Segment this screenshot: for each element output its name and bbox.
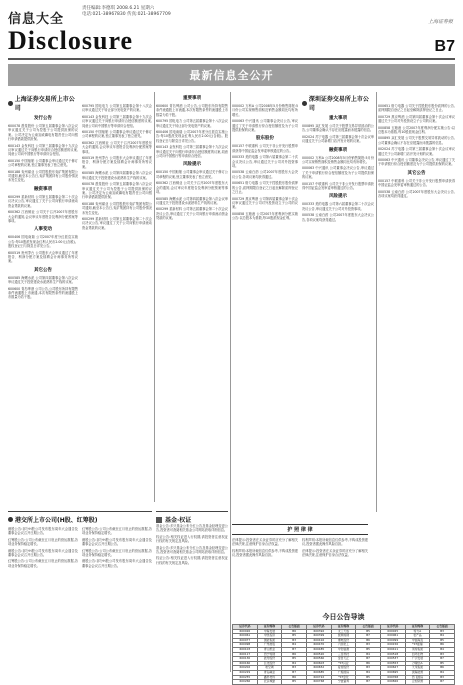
table-cell: 金自天正 — [331, 657, 356, 662]
table-cell: 600652 — [306, 666, 331, 671]
notice-text: 000063 中兴通讯 公司董事会决议公告,审议通过了关于申请银行综合授信额度及为子公司提供担保的议案。 — [302, 166, 374, 180]
table-cell: B7 — [430, 680, 455, 685]
table-cell: B6 — [282, 652, 307, 657]
table-cell: 000061 — [380, 634, 405, 639]
table-cell: 600416 — [306, 638, 331, 643]
notice-text: 002024 苏宁电器 公司第三届董事会第十次会议审议通过关于公司新增门店开发计划的议案。 — [378, 147, 455, 156]
notice-text: 600795 国电电力 公司第五届董事会第十八次会议审议通过关于转让部分发电资产的议案。 — [156, 119, 228, 128]
notice-text: 600519 贵州茅台 公司股东大会审议通过了年度报告、利润分配方案及续聘会计师事务所等议案。 — [82, 156, 152, 169]
table-cell: *ST嘉瑞 — [405, 643, 430, 648]
notice-text: 000002 万科A 公司2008年5月份销售简报:5月份公司实现销售面积及销售金额同比均有所增长。 — [232, 104, 298, 117]
notice-text: 600600 青岛啤酒 公司公告,公司股东所持有限售条件流通股上市流通,本次有限售条件的流通股上市数量为若干股。 — [156, 104, 228, 117]
table-cell: B3 — [282, 638, 307, 643]
table-cell: 太工天成 — [331, 629, 356, 634]
table-cell: B5 — [356, 629, 381, 634]
table-cell: B3 — [430, 652, 455, 657]
table-cell: 600117 — [233, 652, 258, 657]
table-cell: 000156 — [380, 643, 405, 648]
bullet-icon — [302, 101, 307, 106]
table-cell: 600103 — [233, 647, 258, 652]
notice-text: 000729 燕京啤酒 公司第四届董事会第十次会议审议通过关于公司对外投资设立子公司的议案。 — [378, 114, 455, 124]
table-cell: B7 — [430, 657, 455, 662]
subhead: 股东股份 — [256, 136, 274, 142]
table-cell: 英特集团 — [405, 647, 430, 652]
table-cell: B4 — [430, 647, 455, 652]
notice-text: 红筹股公告:公司公布截至五月底止的营运数据,各项业务保持稳定增长。 — [82, 548, 152, 558]
notice-text: 权利声明:本报所载信息仅供参考,不构成投资建议,投资者据此操作风险自担。 — [302, 538, 368, 547]
notice-text: 港股公告:部分H股公司发布股东周年大会通告及董事会会议召开日期公告。 — [8, 527, 78, 536]
notice-text: 红筹股公告:公司公布截至五月底止的营运数据,各项业务保持稳定增长。 — [8, 537, 78, 547]
brand-rest: isclosure — [27, 26, 134, 55]
table-cell: 广船国际 — [331, 670, 356, 675]
table-cell: B5 — [282, 680, 307, 685]
notice-text: 600362 江西铜业 公司关于召开2007年度股东大会的通知,会议审议年度报告及利润分配预案等事项。 — [156, 181, 228, 195]
notice-text: 权证公告:相关权证进入行权期,请投资者注意权证行权的有关规定及风险。 — [156, 534, 228, 544]
notice-text: 000895 双汇发展 公司关于股票交易异常波动的公告,公司董事会确认不存在应披露而未披露的信息。 — [378, 136, 455, 145]
table-cell: B6 — [430, 666, 455, 671]
table-cell: B3 — [356, 643, 381, 648]
table-cell: 巨化股份 — [257, 661, 282, 666]
table-cell: 000768 — [380, 675, 405, 680]
law-tips-title: 护 照 律 律 — [232, 524, 368, 535]
table-cell: 600392 — [306, 629, 331, 634]
table-cell: 000695 — [380, 670, 405, 675]
table-cell: B3 — [282, 666, 307, 671]
table-cell: 000553 — [380, 661, 405, 666]
header-meta-line1: 责任编辑:李德琪 2008.6.21 星期六 — [82, 6, 155, 11]
table-cell: 000411 — [380, 647, 405, 652]
notice-text: 600600 青岛啤酒 公司公告,公司股东所持有限售条件流通股上市流通,本次有限售条件的流通股上市数量为若干股。 — [8, 286, 78, 300]
notice-text: 600150 中国船舶 公司董事会审议通过关于修订公司章程的议案,独立董事发表了独立意见。 — [82, 130, 152, 139]
subhead: 风险提示 — [183, 162, 201, 168]
notice-text: 000063 中兴通讯 公司董事会决议公告,审议通过了关于申请银行综合授信额度及为子公司提供担保的议案。 — [378, 158, 455, 167]
notice-text: 600585 海螺水泥 公司第四届董事会第八次会议审议通过关于投资建设水泥熟料生产线的议案。 — [8, 275, 78, 285]
notice-text: 港股公告:部分H股公司发布股东周年大会通告及董事会会议召开日期公告。 — [8, 548, 78, 558]
table-cell: B4 — [356, 652, 381, 657]
notice-text: 000157 中联重科 公司关于非公开发行股票申请获得中国证监会发审委审核通过的公告。 — [378, 178, 455, 188]
table-cell: 广宇发展 — [405, 657, 430, 662]
table-cell: 三佳科技 — [331, 652, 356, 657]
table-cell: 000627 — [380, 666, 405, 671]
table-cell: *ST兴业 — [331, 661, 356, 666]
table-cell: B6 — [430, 643, 455, 648]
table-cell: 抚顺特钢 — [331, 634, 356, 639]
section-brand-chinese: 信息大全 — [8, 11, 65, 26]
fund-section-title: 基金·权证 — [156, 515, 228, 524]
notice-text: 600585 海螺水泥 公司第四届董事会第八次会议审议通过关于投资建设水泥熟料生产线的议案。 — [82, 171, 152, 180]
table-cell: B5 — [430, 638, 455, 643]
table-cell: 000826 — [380, 680, 405, 685]
table-cell: *ST金化 — [331, 675, 356, 680]
notice-text: 法律提示:投资者在买卖证券时应充分了解相关法律法规,注意保护自身合法权益。 — [232, 538, 298, 547]
table-cell: 特力A — [405, 629, 430, 634]
table-cell: 广州控股 — [257, 643, 282, 648]
table-cell: B4 — [282, 643, 307, 648]
notice-text: 000538 云南白药 公司2007年度股东大会决议公告,各项议案均获得通过。 — [232, 170, 298, 179]
table-cell: 600485 — [306, 647, 331, 652]
table-header-cell: 证券简称 — [405, 625, 430, 630]
table-header-cell: 公告版面 — [430, 625, 455, 630]
notice-text: 600362 江西铜业 公司关于召开2007年度股东大会的通知,会议审议年度报告及利润分配预案等事项。 — [82, 140, 152, 154]
hk-section-title: 港交所上市公司(H股、红筹股) — [8, 515, 152, 524]
table-cell: B5 — [356, 675, 381, 680]
header-divider — [8, 58, 455, 60]
table-header-cell: 证券代码 — [380, 625, 405, 630]
brand-initial: D — [8, 26, 28, 55]
table-header-cell: 公告版面 — [356, 625, 381, 630]
section-divider — [8, 511, 152, 512]
table-cell: 600722 — [306, 675, 331, 680]
table-cell: 青岛碱业 — [257, 670, 282, 675]
table-cell: 滨海能源 — [405, 670, 430, 675]
notice-text: 600143 金发科技 公司第三届董事会第十九次会议审议通过关于向银行申请综合授信额度的议案,同意公司向中国银行等申请综合授信。 — [156, 145, 228, 159]
table-title: 今日公告导读 — [322, 613, 365, 621]
table-cell: B7 — [356, 634, 381, 639]
table-cell: 爱使股份 — [331, 666, 356, 671]
table-cell: 合加资源 — [405, 680, 430, 685]
subhead: 其它公告 — [407, 170, 426, 176]
notice-text: 600362 江西铜业 公司关于召开2007年度股东大会的通知,会议审议年度报告及利润分配预案等事项。 — [8, 210, 78, 223]
table-cell: 600399 — [306, 634, 331, 639]
table-cell: B4 — [282, 661, 307, 666]
table-body — [233, 629, 455, 684]
notice-text: 600585 海螺水泥 公司第四届董事会第八次会议审议通过关于投资建设水泥熟料生产线的议案。 — [156, 196, 228, 205]
subhead: 其它公告 — [34, 267, 52, 273]
table-cell: B6 — [282, 675, 307, 680]
table-cell: 鑫科材料 — [257, 675, 282, 680]
table-cell: 中海发展 — [257, 629, 282, 634]
notice-text: 000651 格力电器 公司关于控股股东股份质押的公告,质押期限自登记之日起至解除质押登记之日止。 — [378, 104, 455, 113]
notice-text: 港股公告:部分H股公司发布股东周年大会通告及董事会会议召开日期公告。 — [82, 537, 152, 547]
notice-text: 000002 万科A 公司2008年5月份销售简报:5月份公司实现销售面积及销售金额同比均有所增长。 — [302, 155, 374, 165]
table-header-cell: 证券代码 — [233, 625, 258, 630]
page-header — [0, 0, 463, 64]
table-cell: 600098 — [233, 643, 258, 648]
notice-text: 600519 贵州茅台 公司股东大会审议通过了年度报告、利润分配方案及续聘会计师事务所等议案。 — [8, 250, 78, 264]
notice-text: 权利声明:本报所载信息仅供参考,不构成投资建议,投资者据此操作风险自担。 — [232, 548, 298, 558]
table-cell: 600077 — [233, 638, 258, 643]
square-icon — [156, 517, 162, 523]
subhead: 重大事项 — [329, 116, 347, 121]
notice-text: 000157 中联重科 公司关于非公开发行股票申请获得中国证监会发审委审核通过的公告。 — [302, 181, 374, 191]
notice-text: 000651 格力电器 公司关于控股股东股份质押的公告,质押期限自登记之日起至解除质押登记之日止。 — [232, 181, 298, 195]
table-cell: B3 — [356, 666, 381, 671]
notice-text: 红筹股公告:公司公布截至五月底止的营运数据,各项业务保持稳定增长。 — [8, 559, 78, 568]
table-cell: B3 — [430, 629, 455, 634]
table-cell: 沙隆达A — [405, 661, 430, 666]
table-header-cell: 证券简称 — [331, 625, 356, 630]
notice-text: 基金公告:多只基金公布分红公告及基金经理变更公告,投资者可查阅相关基金公司网站获取详细信息。 — [156, 524, 228, 533]
table-header-cell: 公告版面 — [282, 625, 307, 630]
column-divider — [376, 92, 377, 512]
table-cell: 600229 — [233, 670, 258, 675]
notice-text: 600150 中国船舶 公司董事会审议通过关于修订公司章程的议案,独立董事发表了独立意见。 — [156, 170, 228, 179]
notice-text: 000063 中兴通讯 公司董事会决议公告,审议通过了关于申请银行综合授信额度及为子公司提供担保的议案。 — [232, 119, 298, 133]
table-cell: 000537 — [380, 657, 405, 662]
notice-text: 600406 国电南瑞 公司2007年度分红派息实施公告:每10股派发现金红利人民币2.00元(含税)。股权登记日与除息日详见公告。 — [8, 235, 78, 249]
paper-name: 上海证券报 — [427, 20, 453, 25]
table-cell: B4 — [356, 670, 381, 675]
notice-text: 600143 金发科技 公司第三届董事会第十九次会议审议通过关于向银行申请综合授信额度的议案,同意公司向中国银行等申请综合授信。 — [82, 114, 152, 128]
table-cell: B6 — [282, 629, 307, 634]
table-cell: 600061 — [233, 634, 258, 639]
table-cell: 中纺投资 — [257, 634, 282, 639]
column-3 — [156, 92, 228, 223]
table-cell: B6 — [356, 638, 381, 643]
column-4 — [232, 92, 298, 223]
table-cell: 天茂集团 — [405, 666, 430, 671]
table-cell: 中创信测 — [331, 647, 356, 652]
notice-text: 000895 双汇发展 公司关于股票交易异常波动的公告,公司董事会确认不存在应披露而未披露的信息。 — [302, 124, 374, 133]
notice-text: 000858 五粮液 公司2007年度利润分配实施公告:以总股本为基数,每10股派现金红利。 — [378, 125, 455, 135]
table-cell: 600560 — [306, 657, 331, 662]
table-cell: 600685 — [306, 670, 331, 675]
notice-text: 600078 澄星股份 公司第五届董事会第八次会议审议通过关于公司为控股子公司提供担保的议案。公司决定为云南宣威磷电有限责任公司向银行申请借款提供担保。 — [8, 124, 78, 142]
table-cell: 波导股份 — [257, 657, 282, 662]
page-banner — [8, 64, 455, 86]
notice-text: 600188 兖州煤业 公司控股股东兖矿集团有限公司通知,截至本公告日,兖矿集团持有公司股份情况未发生变化。 — [82, 201, 152, 215]
column-2 — [82, 92, 152, 232]
column-6 — [378, 92, 455, 201]
subhead: 融资事项 — [329, 147, 347, 153]
table-cell: B3 — [430, 675, 455, 680]
table-row — [233, 680, 455, 685]
table-cell: 600026 — [233, 629, 258, 634]
notice-text: 000729 燕京啤酒 公司第四届董事会第十次会议审议通过关于公司对外投资设立子公司的议案。 — [232, 196, 298, 210]
table-cell: 西宁特钢 — [257, 652, 282, 657]
table-row — [233, 675, 455, 680]
table-cell: 000025 — [380, 629, 405, 634]
notice-text: 港股公告:部分H股公司发布股东周年大会通告及董事会会议召开日期公告。 — [82, 559, 152, 568]
table-cell: 600768 — [306, 680, 331, 685]
notice-text: 600406 国电南瑞 公司2007年度分红派息实施公告:每10股派发现金红利人民币2.00元(含税)。股权登记日与除息日详见公告。 — [156, 130, 228, 143]
notice-text: 600078 澄星股份 公司第五届董事会第八次会议审议通过关于公司为控股子公司提供担保的议案。公司决定为云南宣威磷电有限责任公司向银行申请借款提供担保。 — [82, 182, 152, 200]
notice-text: 600188 兖州煤业 公司控股股东兖矿集团有限公司通知,截至本公告日,兖矿集团持有公司股份情况未发生变化。 — [8, 169, 78, 183]
column-5 — [302, 92, 374, 224]
header-meta-line2: 电话:021-38967830 传真:021-38967709 — [82, 12, 171, 17]
table-cell: 600470 — [306, 643, 331, 648]
table-cell: B4 — [430, 634, 455, 639]
table-cell: 600255 — [233, 675, 258, 680]
table-cell: 农产品 — [405, 634, 430, 639]
notice-text: 600299 星新材料 公司第五届董事会第二十次会议决议公告,审议通过了关于公司向银行申请流动资金贷款的议案。 — [8, 194, 78, 208]
notice-text: 600795 国电电力 公司第五届董事会第十八次会议审议通过关于转让部分发电资产的议案。 — [82, 104, 152, 113]
section-brand-english — [8, 26, 133, 56]
table-cell: 600130 — [233, 657, 258, 662]
notice-text: 基金公告:多只基金公布分红公告及基金经理变更公告,投资者可查阅相关基金公司网站获取详细信息。 — [156, 545, 228, 555]
header-meta — [82, 6, 222, 18]
table-cell: 湘电股份 — [331, 638, 356, 643]
table-cell: B5 — [430, 661, 455, 666]
subhead: 风险提示 — [329, 194, 347, 200]
column-1 — [8, 92, 78, 302]
table-cell: B6 — [356, 661, 381, 666]
bullet-icon — [8, 517, 13, 522]
table-cell: 北京城建 — [257, 680, 282, 685]
table-cell: 中信海直 — [405, 638, 430, 643]
table-cell: B5 — [282, 634, 307, 639]
column-divider — [230, 92, 231, 672]
table-cell: 国能集团 — [257, 638, 282, 643]
table-cell: 青山纸业 — [257, 647, 282, 652]
table-cell: 600603 — [306, 661, 331, 666]
notice-text: 000333 美的电器 公司第六届董事会第二十次会议决议公告,审议通过关于公司对外投资事项。 — [232, 155, 298, 169]
column-divider — [154, 92, 155, 502]
notice-text: 权证公告:相关权证进入行权期,请投资者注意权证行权的有关规定及风险。 — [156, 556, 228, 565]
notice-text: 红筹股公告:公司公布截至五月底止的营运数据,各项业务保持稳定增长。 — [82, 527, 152, 536]
law-tips-box — [232, 524, 368, 606]
table-cell: B7 — [356, 657, 381, 662]
table-cell: B7 — [282, 670, 307, 675]
notice-text: 600143 金发科技 公司第三届董事会第十九次会议审议通过关于向银行申请综合授信额度的议案,同意公司向中国银行等申请综合授信。 — [8, 143, 78, 157]
table-header-cell: 证券代码 — [306, 625, 331, 630]
notice-text: 600150 中国船舶 公司董事会审议通过关于修订公司章程的议案,独立董事发表了独立意见。 — [8, 158, 78, 168]
table-cell: 哈空调 — [257, 666, 282, 671]
subhead: 重要事项 — [183, 96, 201, 101]
table-cell: 西飞国际 — [405, 675, 430, 680]
table-cell: B4 — [430, 670, 455, 675]
table-cell: B5 — [282, 657, 307, 662]
notice-text: 000538 云南白药 公司2007年度股东大会决议公告,各项议案均获得通过。 — [378, 189, 455, 199]
table-cell: B5 — [356, 647, 381, 652]
shenzhen-section-title: 深圳证券交易所上市公司 — [302, 94, 374, 112]
notice-text: 000157 中联重科 公司关于非公开发行股票申请获得中国证监会发审委审核通过的公告。 — [232, 144, 298, 153]
subhead: 发行公告 — [34, 116, 52, 121]
table-cell: 600266 — [233, 680, 258, 685]
notice-text: 000333 美的电器 公司第六届董事会第二十次会议决议公告,审议通过关于公司对外投资事项。 — [302, 202, 374, 211]
notice-text: 600299 星新材料 公司第五届董事会第二十次会议决议公告,审议通过了关于公司向银行申请流动资金贷款的议案。 — [82, 216, 152, 230]
table-cell: 000518 — [380, 652, 405, 657]
bullet-icon — [8, 101, 13, 106]
guide-table — [232, 624, 455, 685]
shanghai-section-title: 上海证券交易所上市公司 — [8, 94, 78, 112]
table-cell: 宁波富邦 — [331, 680, 356, 685]
table-cell: B7 — [282, 647, 307, 652]
notice-text: 000538 云南白药 公司2007年度股东大会决议公告,各项议案均获得通过。 — [302, 213, 374, 222]
table-cell: 600202 — [233, 666, 258, 671]
notice-text: 法律提示:投资者在买卖证券时应充分了解相关法律法规,注意保护自身合法权益。 — [302, 548, 368, 558]
table-cell: 600520 — [306, 652, 331, 657]
hk-section — [8, 508, 152, 570]
page-code: B7 — [434, 38, 455, 55]
table-cell: 000099 — [380, 638, 405, 643]
table-cell: 四环生物 — [405, 652, 430, 657]
banner-title: 最新信息全公开 — [189, 69, 274, 82]
notice-text: 000858 五粮液 公司2007年度利润分配实施公告:以总股本为基数,每10股派现金红利。 — [232, 211, 298, 221]
notice-guide-table — [232, 612, 455, 685]
section-divider — [156, 511, 228, 512]
fund-section — [156, 508, 228, 567]
notice-text: 600299 星新材料 公司第五届董事会第二十次会议决议公告,审议通过了关于公司向银行申请流动资金贷款的议案。 — [156, 207, 228, 221]
table-cell: B7 — [356, 680, 381, 685]
table-cell: 600160 — [233, 661, 258, 666]
subhead: 融资事项 — [34, 186, 52, 192]
table-header-cell: 证券简称 — [257, 625, 282, 630]
subhead: 人事变动 — [34, 227, 52, 233]
table-cell: 六国化工 — [331, 643, 356, 648]
notice-text: 002024 苏宁电器 公司第三届董事会第十次会议审议通过关于公司新增门店开发计划的议案。 — [302, 134, 374, 144]
